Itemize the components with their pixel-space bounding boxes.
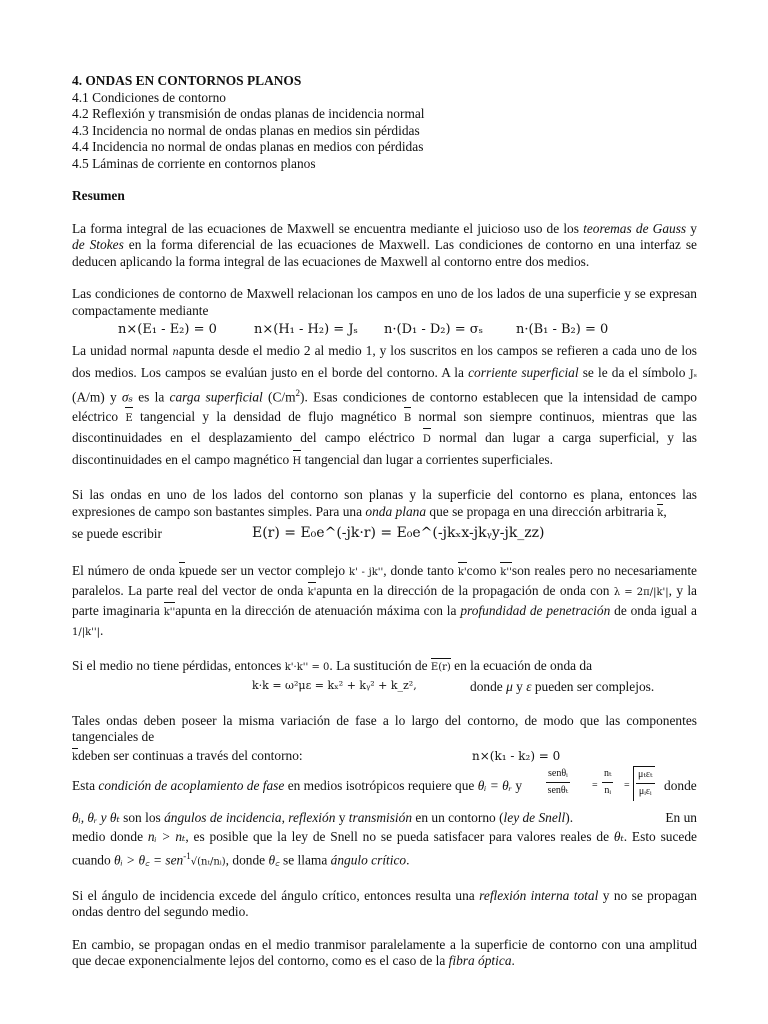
dispersion-note: donde μ y ε pueden ser complejos. xyxy=(470,678,655,694)
boundary-equations xyxy=(72,319,697,341)
equation-normal-b: n·(B₁ - B₂) = 0 xyxy=(516,322,609,337)
paragraph-boundary-conditions: Las condiciones de contorno de Maxwell relacionan los campos en uno de los lados de una superficie y se expresan compactamente mediante xyxy=(72,286,697,318)
snell-fraction: senθᵢ senθₜ xyxy=(547,767,569,797)
toc-item: 4.3 Incidencia no normal de ondas planas en medios sin pérdidas xyxy=(72,122,420,138)
equation-dispersion: k·k = ω²με = kₓ² + kᵧ² + k_z², xyxy=(252,678,417,692)
paragraph-total-reflection: Si el ángulo de incidencia excede del ángulo crítico, entonces resulta una reflexión interna total y no se propagan ondas dentro del segundo medio. xyxy=(72,887,697,920)
snell-row: Esta condición de acoplamiento de fase en medios isotrópicos requiere que θᵢ = θᵣ y senθᵢ senθₜ = nₜ nᵢ = μₜεₜ μᵢεᵢ donde xyxy=(72,766,697,808)
toc-item: 4.1 Condiciones de contorno xyxy=(72,89,226,105)
paragraph-plane-wave: Si las ondas en uno de los lados del contorno son planas y la superficie del contorno es plana, entonces las expresiones de campo son bastantes simples. Para una onda plana que se propaga en una dirección arbitraria k, xyxy=(72,487,697,522)
toc-item: 4.5 Láminas de corriente en contornos planos xyxy=(72,155,316,171)
equation-phase-match: n×(k₁ - k₂) = 0 xyxy=(472,748,561,763)
table-of-contents xyxy=(72,73,697,172)
paragraph-wave-number: El número de onda kpuede ser un vector complejo k' - jk'', donde tanto k'como k''son reales pero no necesariamente paralelos. La parte real del vector de onda k'apunta en la dirección de la propagación de onda con λ = 2π/|k'|, y la parte imaginaria k''apunta en la dirección de atenuación máxima con la profundidad de penetración de onda igual a 1/|k''|. xyxy=(72,563,698,639)
paragraph-maxwell-integral: La forma integral de las ecuaciones de Maxwell se encuentra mediante el juicioso uso de los teoremas de Gauss y de Stokes en la forma diferencial de las ecuaciones de Maxwell. Las condiciones de contorno en una interfaz se deducen aplicando la forma integral de las ecuaciones de Maxwell al contorno entre dos medios. xyxy=(72,220,698,269)
chapter-title: 4. ONDAS EN CONTORNOS PLANOS xyxy=(72,73,302,88)
equation-plane-wave: E(r) = E₀e^(-jk·r) = E₀e^(-jkₓx-jkᵧy-jk_zz) xyxy=(252,525,545,542)
resumen-heading: Resumen xyxy=(72,188,125,203)
index-fraction: nₜ nᵢ xyxy=(604,767,612,797)
paragraph-normal-unit: La unidad normal napunta desde el medio 2 al medio 1, y los suscritos en los campos se refieren a cada uno de los dos medios. Los campos se evalúan justo en el borde del contorno. A la corriente superficial se le da el símbolo Jₛ (A/m) y σₛ es la carga superficial $(C/m^2)$. Esas condiciones de contorno establecen que la intensidad de campo eléctrico E tangencial y la densidad de flujo magnético B normal son siempre continuos, mientras que las discontinuidades en el desplazamiento del campo eléctrico D normal dan lugar a carga superficial, y las discontinuidades en el campo magnético H tangencial dan lugar a corrientes superficiales. xyxy=(72,341,697,471)
equation-normal-d: n·(D₁ - D₂) = σₛ xyxy=(384,322,483,337)
paragraph-phase-variation: Tales ondas deben poseer la misma variación de fase a lo largo del contorno, de modo que las componentes tangenciales de xyxy=(72,712,697,745)
sqrt-fraction: μₜεₜ μᵢεᵢ xyxy=(633,766,655,801)
equation-tangential-h: n×(H₁ - H₂) = Jₛ xyxy=(254,322,358,337)
plane-wave-row: se puede escribir E(r) = E₀e^(-jk·r) = E₀e^(-jkₓx-jkᵧy-jk_zz) xyxy=(72,525,545,542)
paragraph-optical-fiber: En cambio, se propagan ondas en el medio tranmisor paralelamente a la superficie de contorno con una amplitud que decae exponencialmente lejos del contorno, como es el caso de la fibra óptica. xyxy=(72,936,697,969)
toc-item: 4.4 Incidencia no normal de ondas planas en medios con pérdidas xyxy=(72,139,424,154)
document-content xyxy=(72,73,697,970)
phase-row: kdeben ser continuas a través del contorno: n×(k₁ - k₂) = 0 xyxy=(72,746,697,766)
equation-tangential-e: n×(E₁ - E₂) = 0 xyxy=(118,322,217,337)
paragraph-snell: θᵢ, θᵣ y θₜ son los ángulos de incidencia, reflexión y transmisión en un contorno (ley de Snell). En un medio donde nᵢ > nₜ, es posible que la ley de Snell no se pueda satisfacer para valores reales de θₜ. Esto sucede cuando θᵢ > θ꜀ = sen$^{-1}$√(nₜ/nᵢ), donde θ꜀ se llama ángulo crítico. xyxy=(72,809,697,868)
toc-item: 4.2 Reflexión y transmisión de ondas planas de incidencia normal xyxy=(72,106,425,121)
dispersion-row xyxy=(72,677,697,697)
paragraph-lossless: Si el medio no tiene pérdidas, entonces k'·k'' = 0. La sustitución de E(r) en la ecuación de onda da xyxy=(72,658,697,677)
